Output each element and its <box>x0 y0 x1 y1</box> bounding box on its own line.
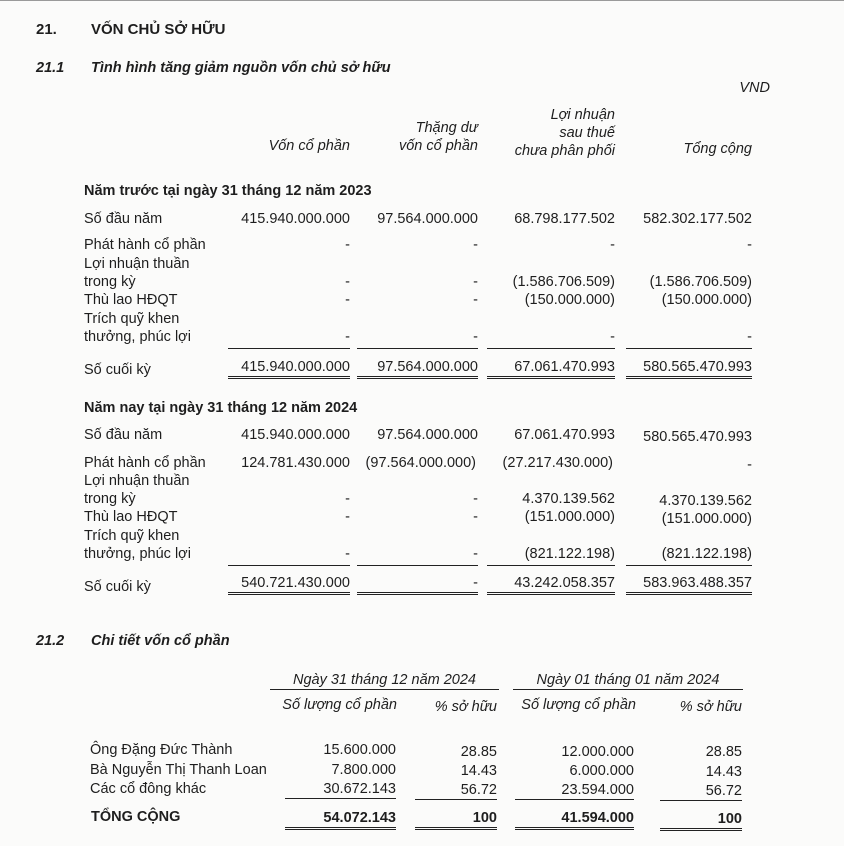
curr-board-label: Thù lao HĐQT <box>84 509 178 525</box>
prev-closing-v2: 97.564.000.000 <box>357 359 478 379</box>
prev-closing-v1: 415.940.000.000 <box>228 359 350 379</box>
prev-issue-v4: - <box>747 237 752 253</box>
curr-fund-v2: - <box>357 546 478 566</box>
total-shares-2024-01: 41.594.000 <box>515 810 634 830</box>
prev-opening-v3: 68.798.177.502 <box>514 211 615 227</box>
prev-fund-v4: - <box>626 329 752 349</box>
shareholder-pct-2024-12: 56.72 <box>415 782 497 800</box>
curr-fund-label-line1: Trích quỹ khen <box>84 528 180 544</box>
prev-opening-v1: 415.940.000.000 <box>241 211 350 227</box>
prev-board-v3: (150.000.000) <box>524 292 615 308</box>
shareholder-shares-2024-01: 6.000.000 <box>569 763 634 779</box>
group-header-2024-01-01: Ngày 01 tháng 01 năm 2024 <box>513 672 743 690</box>
shareholder-pct-2024-12: 14.43 <box>460 763 497 779</box>
prev-profit-label-line1: Lợi nhuận thuần <box>84 256 190 272</box>
header-retained-line2: sau thuế <box>559 125 615 141</box>
curr-issue-v1: 124.781.430.000 <box>241 455 350 471</box>
shareholder-pct-2024-12: 28.85 <box>460 744 497 760</box>
shareholder-name: Ông Đặng Đức Thành <box>90 742 233 758</box>
curr-closing-v1: 540.721.430.000 <box>228 575 350 595</box>
prev-profit-label-line2: trong kỳ <box>84 274 136 290</box>
curr-profit-label-line1: Lợi nhuận thuần <box>84 473 190 489</box>
curr-board-v4: (151.000.000) <box>661 511 752 527</box>
curr-profit-v3: 4.370.139.562 <box>522 491 615 507</box>
prev-profit-v1: - <box>345 274 350 290</box>
total-label: TỔNG CỘNG <box>91 809 181 825</box>
prev-fund-label-line1: Trích quỹ khen <box>84 311 180 327</box>
shareholder-shares-2024-12: 7.800.000 <box>331 762 396 778</box>
header-shares-1: Số lượng cổ phần <box>282 697 397 713</box>
curr-closing-v4: 583.963.488.357 <box>626 575 752 595</box>
section-number: 21. <box>36 21 57 38</box>
prev-fund-v1: - <box>228 329 350 349</box>
shareholder-shares-2024-12: 30.672.143 <box>285 781 396 799</box>
curr-fund-v4: (821.122.198) <box>626 546 752 566</box>
curr-opening-label: Số đầu năm <box>84 427 163 443</box>
header-pct-2: % sở hữu <box>679 699 742 715</box>
curr-opening-v3: 67.061.470.993 <box>514 427 615 443</box>
shareholder-pct-2024-01: 28.85 <box>705 744 742 760</box>
header-retained-line1: Lợi nhuận <box>550 107 615 123</box>
subsection-number: 21.1 <box>36 60 65 76</box>
prev-fund-v3: - <box>487 329 615 349</box>
subsection-title: Tình hình tăng giảm nguồn vốn chủ sở hữu <box>91 60 391 76</box>
group-header-2024-12-31: Ngày 31 tháng 12 năm 2024 <box>270 672 499 690</box>
curr-profit-v2: - <box>473 491 478 507</box>
shareholder-pct-2024-01: 56.72 <box>660 783 742 801</box>
prev-issue-v1: - <box>345 237 350 253</box>
shareholder-shares-2024-01: 23.594.000 <box>515 782 634 800</box>
curr-closing-v3: 43.242.058.357 <box>487 575 615 595</box>
prev-board-v2: - <box>473 292 478 308</box>
prev-board-v4: (150.000.000) <box>661 292 752 308</box>
total-shares-2024-12: 54.072.143 <box>285 810 396 830</box>
prev-closing-label: Số cuối kỳ <box>84 362 151 378</box>
header-share-premium-line1: Thặng dư <box>415 120 478 136</box>
curr-fund-v3: (821.122.198) <box>487 546 615 566</box>
curr-issue-label: Phát hành cổ phần <box>84 455 206 471</box>
prev-profit-v2: - <box>473 274 478 290</box>
curr-closing-v2: - <box>357 575 478 595</box>
curr-profit-v4: 4.370.139.562 <box>659 493 752 509</box>
shareholder-pct-2024-01: 14.43 <box>705 764 742 780</box>
subsection2-number: 21.2 <box>36 633 65 649</box>
prev-closing-v4: 580.565.470.993 <box>626 359 752 379</box>
header-share-capital: Vốn cổ phần <box>268 138 350 154</box>
curr-profit-v1: - <box>345 491 350 507</box>
shareholder-shares-2024-01: 12.000.000 <box>561 744 634 760</box>
curr-opening-v4: 580.565.470.993 <box>643 429 752 445</box>
currency-label: VND <box>739 80 770 96</box>
prev-issue-v3: - <box>610 237 615 253</box>
header-total: Tổng cộng <box>683 141 752 157</box>
subsection2-title: Chi tiết vốn cổ phần <box>91 633 230 649</box>
curr-year-title: Năm nay tại ngày 31 tháng 12 năm 2024 <box>84 400 358 416</box>
curr-fund-label-line2: thưởng, phúc lợi <box>84 546 191 562</box>
prev-board-label: Thù lao HĐQT <box>84 292 178 308</box>
prev-year-title: Năm trước tại ngày 31 tháng 12 năm 2023 <box>84 183 372 199</box>
curr-fund-v1: - <box>228 546 350 566</box>
page-top-border <box>0 0 844 1</box>
curr-board-v2: - <box>473 509 478 525</box>
prev-board-v1: - <box>345 292 350 308</box>
curr-opening-v2: 97.564.000.000 <box>377 427 478 443</box>
header-pct-1: % sở hữu <box>434 699 497 715</box>
curr-opening-v1: 415.940.000.000 <box>241 427 350 443</box>
prev-closing-v3: 67.061.470.993 <box>487 359 615 379</box>
curr-board-v1: - <box>345 509 350 525</box>
shareholder-name: Bà Nguyễn Thị Thanh Loan <box>90 762 267 778</box>
curr-issue-v2: (97.564.000.000) <box>365 455 476 471</box>
shareholder-name: Các cổ đông khác <box>90 781 207 797</box>
prev-issue-label: Phát hành cổ phần <box>84 237 206 253</box>
shareholder-shares-2024-12: 15.600.000 <box>323 742 396 758</box>
curr-board-v3: (151.000.000) <box>524 509 615 525</box>
curr-profit-label-line2: trong kỳ <box>84 491 136 507</box>
prev-fund-label-line2: thưởng, phúc lợi <box>84 329 191 345</box>
prev-opening-v2: 97.564.000.000 <box>377 211 478 227</box>
prev-issue-v2: - <box>473 237 478 253</box>
section-title: VỐN CHỦ SỞ HỮU <box>91 21 226 38</box>
prev-profit-v4: (1.586.706.509) <box>649 274 752 290</box>
curr-closing-label: Số cuối kỳ <box>84 579 151 595</box>
total-pct-2024-01: 100 <box>660 811 742 831</box>
prev-opening-v4: 582.302.177.502 <box>643 211 752 227</box>
prev-opening-label: Số đầu năm <box>84 211 163 227</box>
prev-profit-v3: (1.586.706.509) <box>512 274 615 290</box>
curr-issue-v4: - <box>747 457 752 473</box>
total-pct-2024-12: 100 <box>415 810 497 830</box>
prev-fund-v2: - <box>357 329 478 349</box>
curr-issue-v3: (27.217.430.000) <box>502 455 613 471</box>
header-retained-line3: chưa phân phối <box>514 143 615 159</box>
header-shares-2: Số lượng cổ phần <box>521 697 636 713</box>
header-share-premium-line2: vốn cổ phần <box>398 138 478 154</box>
